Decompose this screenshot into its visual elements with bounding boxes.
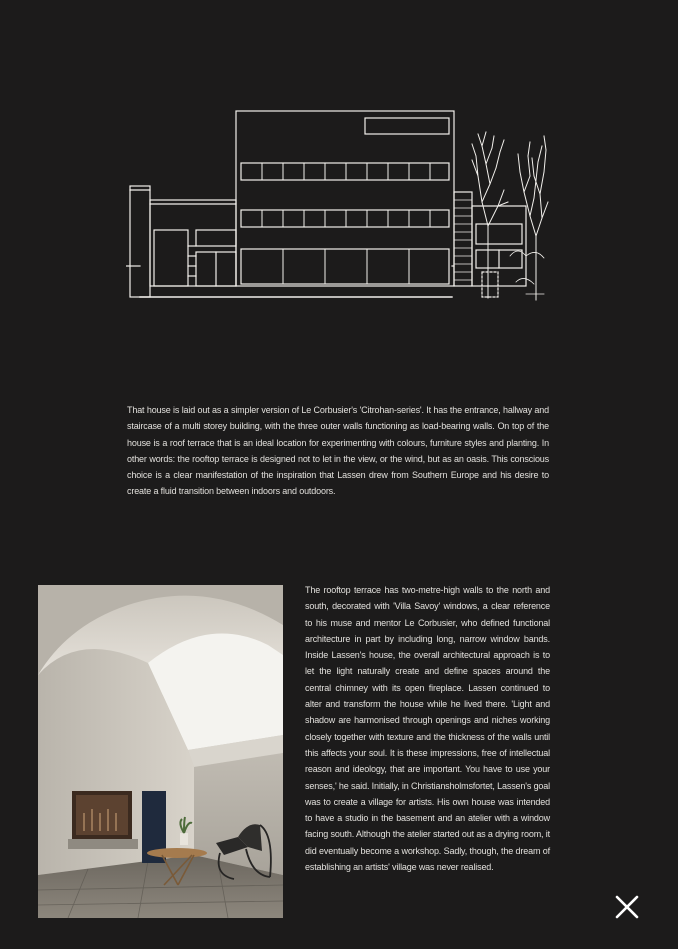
body-paragraph-2: The rooftop terrace has two-metre-high walls to the north and south, decorated with 'Villa Savoy' windows, a clear reference to his muse and mentor Le Corbusier, who defined functional architecture in part by including long, narrow window bands. Inside Lassen's house, the overall architectural approach is to let the light naturally create and define spaces around the central chimney with its open fireplace. Lassen continued to alter and transform the house while he lived there. 'Light and shadow are harmonised through openings and niches working closely together with texture and the thickness of the walls until this affects your soul. It is these impressions, free of intellectual reason and ideology, that are important. You have to use your senses,' he said. Initially, in Christiansholmsfortet, Lassen's goal was to create a village for artists. His own house was intended to have a studio in the basement and an atelier with a window facing south. Although the atelier started out as a drying room, it did eventually become a workshop. Sadly, though, the dream of establishing an artists' village was never realised. (305, 585, 550, 873)
body-paragraph-1: That house is laid out as a simpler version of Le Corbusier's 'Citrohan-series'. It has the entrance, hallway and staircase of a multi storey building, with the three outer walls functioning as load-bearing walls. On top of the house is a roof terrace that is an ideal location for experimenting with colours, furniture styles and planting. In other words: the rooftop terrace is designed not to let in the view, or the wind, but as an oasis. This conscious choice is a clear manifestation of the inspiration that Lassen drew from Southern Europe and his desire to create a fluid transition between indoors and outdoors. (127, 405, 549, 497)
architectural-elevation-drawing (126, 106, 550, 302)
close-icon (612, 892, 642, 922)
close-button[interactable] (612, 892, 642, 922)
interior-photo (38, 585, 283, 918)
